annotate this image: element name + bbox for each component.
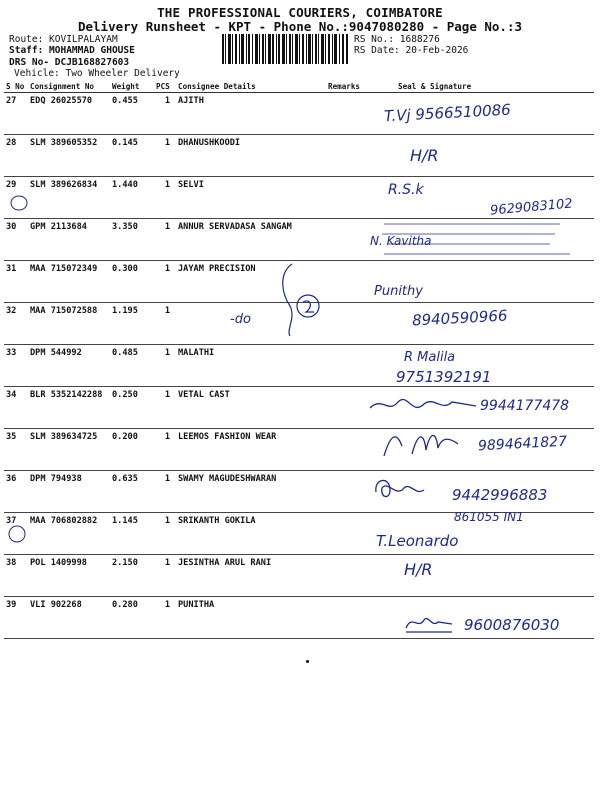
cell-consignee: ANNUR SERVADASA SANGAM (176, 219, 326, 261)
cell-sno: 36 (4, 471, 28, 513)
cell-remarks (326, 513, 378, 555)
signature-row38: H/R (404, 560, 433, 579)
signature-row31: Punithy (374, 284, 423, 299)
phone-row35: 9894641827 (477, 433, 568, 455)
cell-remarks (326, 261, 378, 303)
cell-sno: 29 (4, 177, 28, 219)
cell-pcs: 1 (154, 429, 176, 471)
cell-weight: 0.200 (110, 429, 154, 471)
cell-consignee: JAYAM PRECISION (176, 261, 326, 303)
cell-consignee: JESINTHA ARUL RANI (176, 555, 326, 597)
cell-consignee: AJITH (176, 93, 326, 135)
signature-row37: T.Leonardo (376, 532, 459, 550)
cell-consignment: DPM 794938 (28, 471, 110, 513)
cell-pcs: 1 (154, 93, 176, 135)
cell-remarks (326, 345, 378, 387)
cell-sno: 30 (4, 219, 28, 261)
cell-sno: 27 (4, 93, 28, 135)
cell-consignee: VETAL CAST (176, 387, 326, 429)
cell-weight: 0.280 (110, 597, 154, 639)
signature-row28: H/R (410, 146, 439, 165)
cell-remarks (326, 177, 378, 219)
ink-dot (306, 660, 309, 663)
cell-consignment: SLM 389626834 (28, 177, 110, 219)
cell-consignment: SLM 389634725 (28, 429, 110, 471)
cell-consignment: GPM 2113684 (28, 219, 110, 261)
cell-pcs: 1 (154, 345, 176, 387)
cell-weight: 2.150 (110, 555, 154, 597)
cell-consignee: PUNITHA (176, 597, 326, 639)
cell-consignment: SLM 389605352 (28, 135, 110, 177)
cell-pcs: 1 (154, 219, 176, 261)
barcode-image (222, 34, 348, 64)
signature-scribble-row36 (370, 470, 430, 504)
phone-row34: 9944177478 (480, 398, 570, 414)
signature-row27: T.Vj 9566510086 (383, 100, 512, 126)
col-sno: S No (4, 80, 28, 93)
cell-weight: 3.350 (110, 219, 154, 261)
cell-sno: 34 (4, 387, 28, 429)
cell-consignment: POL 1409998 (28, 555, 110, 597)
runsheet-table (4, 80, 594, 639)
cell-remarks (326, 93, 378, 135)
reference-row37: 861055 IN1 (454, 510, 524, 524)
cell-pcs: 1 (154, 135, 176, 177)
cell-weight: 0.455 (110, 93, 154, 135)
signature-row29: R.S.k (388, 182, 424, 198)
cell-consignee: SRIKANTH GOKILA (176, 513, 326, 555)
signature-scribble-row39 (402, 612, 456, 634)
cell-weight: 1.195 (110, 303, 154, 345)
cell-pcs: 1 (154, 597, 176, 639)
cell-sno: 37 (4, 513, 28, 555)
cell-sno: 35 (4, 429, 28, 471)
phone-row32: 8940590966 (411, 306, 508, 330)
pen-mark-row37 (6, 524, 28, 544)
cell-sno: 38 (4, 555, 28, 597)
col-pcs: PCS (154, 80, 176, 93)
signature-row33: R Malila (404, 350, 456, 365)
cell-sno: 28 (4, 135, 28, 177)
scribble-mark (268, 258, 332, 340)
cell-weight: 1.145 (110, 513, 154, 555)
cell-sno: 39 (4, 597, 28, 639)
col-signature: Seal & Signature (378, 80, 594, 93)
cell-pcs: 1 (154, 555, 176, 597)
remark-row32: -do (230, 312, 251, 327)
cell-sno: 31 (4, 261, 28, 303)
route-label: Route: KOVILPALAYAM (9, 34, 118, 45)
cell-pcs: 1 (154, 387, 176, 429)
cell-consignee: LEEMOS FASHION WEAR (176, 429, 326, 471)
signature-scribble-row35 (380, 426, 480, 460)
signature-row30: N. Kavitha (370, 234, 432, 248)
cell-pcs: 1 (154, 513, 176, 555)
cell-consignee: SELVI (176, 177, 326, 219)
cell-pcs: 1 (154, 471, 176, 513)
cell-pcs: 1 (154, 177, 176, 219)
cell-remarks (326, 303, 378, 345)
cell-consignee: DHANUSHKOODI (176, 135, 326, 177)
cell-consignment: MAA 715072588 (28, 303, 110, 345)
table-row (4, 135, 594, 177)
cell-weight: 0.485 (110, 345, 154, 387)
cell-weight: 1.440 (110, 177, 154, 219)
cell-consignment: VLI 902268 (28, 597, 110, 639)
company-title: THE PROFESSIONAL COURIERS, COIMBATORE (157, 5, 443, 20)
col-remarks: Remarks (326, 80, 378, 93)
cell-consignee: SWAMY MAGUDESHWARAN (176, 471, 326, 513)
cell-weight: 0.250 (110, 387, 154, 429)
cell-sno: 33 (4, 345, 28, 387)
drs-number: DRS No- DCJB168827603 (9, 57, 130, 68)
pen-mark-row29 (8, 194, 30, 212)
staff-label: Staff: MOHAMMAD GHOUSE (9, 45, 135, 56)
cell-pcs: 1 (154, 303, 176, 345)
col-weight: Weight (110, 80, 154, 93)
cell-pcs: 1 (154, 261, 176, 303)
col-consignee: Consignee Details (176, 80, 326, 93)
runsheet-subtitle: Delivery Runsheet - KPT - Phone No.:9047080280 - Page No.:3 (77, 19, 522, 34)
phone-row36: 9442996883 (452, 486, 548, 504)
cell-consignee: MALATHI (176, 345, 326, 387)
cell-consignment: DPM 544992 (28, 345, 110, 387)
cell-remarks (326, 597, 378, 639)
table-header-row (4, 80, 594, 93)
cell-remarks (326, 135, 378, 177)
phone-row29: 9629083102 (489, 196, 574, 219)
cell-sno: 32 (4, 303, 28, 345)
cell-weight: 0.635 (110, 471, 154, 513)
cell-remarks (326, 429, 378, 471)
rs-date: RS Date: 20-Feb-2026 (354, 45, 469, 56)
cell-weight: 0.145 (110, 135, 154, 177)
cell-consignment: MAA 715072349 (28, 261, 110, 303)
cell-remarks (326, 555, 378, 597)
cell-consignment: MAA 706802882 (28, 513, 110, 555)
rs-number: RS No.: 1688276 (354, 34, 440, 45)
phone-row33: 9751392191 (396, 368, 492, 386)
table-row (4, 345, 594, 387)
cell-weight: 0.300 (110, 261, 154, 303)
vehicle-label: Vehicle: Two Wheeler Delivery (14, 68, 180, 79)
col-consignment: Consignment No (28, 80, 110, 93)
cell-consignment: EDQ 26025570 (28, 93, 110, 135)
phone-row39: 9600876030 (464, 616, 560, 634)
table-row (4, 555, 594, 597)
signature-scribble-row34 (368, 392, 478, 418)
cell-consignment: BLR 5352142288 (28, 387, 110, 429)
